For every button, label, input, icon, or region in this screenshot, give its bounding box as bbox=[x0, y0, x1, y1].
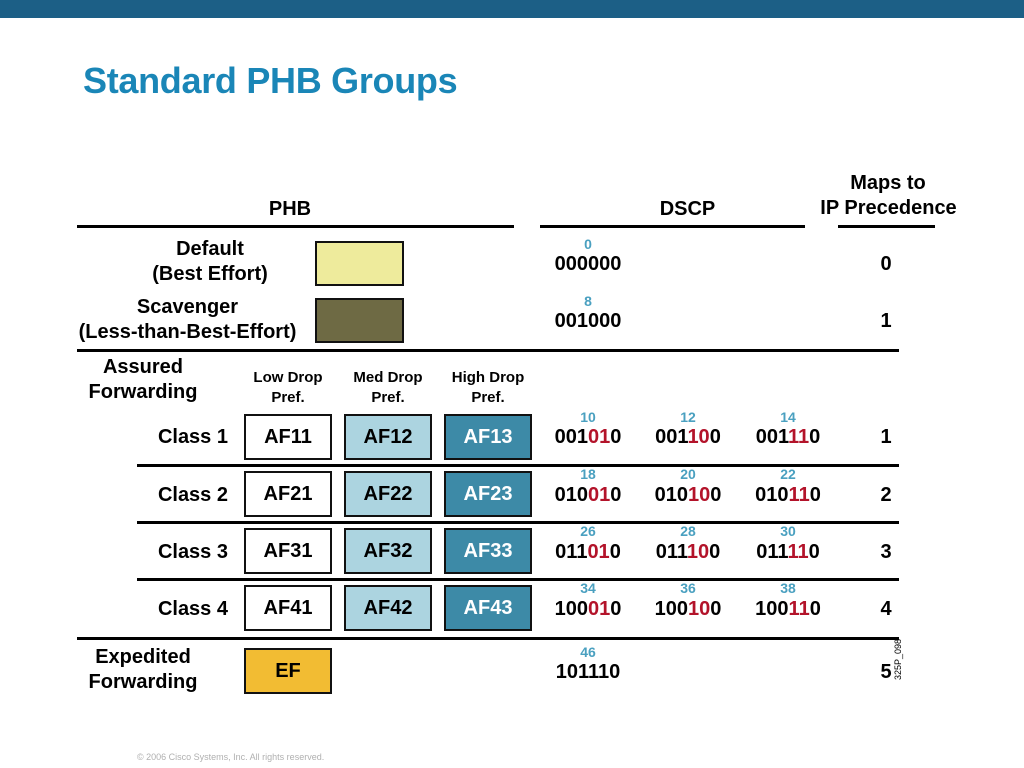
af13-dscp-decimal: 14 bbox=[780, 409, 796, 425]
af41-box: AF41 bbox=[244, 585, 332, 631]
af32-box: AF32 bbox=[344, 528, 432, 574]
af13-box: AF13 bbox=[444, 414, 532, 460]
af43-dscp-decimal: 38 bbox=[780, 580, 796, 596]
ip-precedence-header: IP Precedence bbox=[820, 197, 957, 219]
slide-title: Standard PHB Groups bbox=[83, 60, 458, 101]
phb-header: PHB bbox=[268, 198, 312, 220]
af23-box: AF23 bbox=[444, 471, 532, 517]
af33-box: AF33 bbox=[444, 528, 532, 574]
af32-dscp-binary: 011100 bbox=[655, 541, 721, 563]
ef-dscp-binary: 101110 bbox=[555, 661, 621, 683]
figure-code: 325P_098 bbox=[893, 638, 903, 680]
scavenger-swatch bbox=[315, 298, 404, 343]
af32-dscp-decimal: 28 bbox=[680, 523, 696, 539]
af13-dscp-binary: 001110 bbox=[755, 426, 821, 448]
low-drop-pref-header: Low Drop Pref. bbox=[253, 369, 323, 406]
default-swatch bbox=[315, 241, 404, 286]
af23-dscp-binary: 010110 bbox=[755, 484, 821, 506]
maps-to-header: Maps to bbox=[850, 172, 926, 194]
af41-dscp-binary: 100010 bbox=[554, 598, 622, 620]
default-precedence: 0 bbox=[880, 253, 892, 275]
scavenger-dscp-decimal: 8 bbox=[584, 293, 592, 309]
high-drop-pref-header: High Drop Pref. bbox=[451, 369, 525, 406]
af21-box: AF21 bbox=[244, 471, 332, 517]
af12-box: AF12 bbox=[344, 414, 432, 460]
af33-dscp-binary: 011110 bbox=[756, 541, 820, 563]
af31-box: AF31 bbox=[244, 528, 332, 574]
af31-dscp-binary: 011010 bbox=[555, 541, 621, 563]
scavenger-label: Scavenger (Less-than-Best-Effort) bbox=[78, 296, 297, 343]
class-1-label: Class 1 bbox=[157, 426, 228, 448]
af11-dscp-decimal: 10 bbox=[580, 409, 596, 425]
af43-box: AF43 bbox=[444, 585, 532, 631]
header-rule-phb bbox=[77, 225, 514, 228]
scavenger-precedence: 1 bbox=[880, 310, 892, 332]
class-3-label: Class 3 bbox=[157, 541, 228, 563]
rule-after-scavenger bbox=[77, 349, 899, 352]
af21-dscp-binary: 010010 bbox=[554, 484, 622, 506]
header-rule-dscp bbox=[540, 225, 805, 228]
default-dscp-binary: 000000 bbox=[554, 253, 622, 275]
af42-dscp-decimal: 36 bbox=[680, 580, 696, 596]
class-2-label: Class 2 bbox=[157, 484, 228, 506]
class-1-precedence: 1 bbox=[880, 426, 892, 448]
assured-forwarding-label: Assured Forwarding bbox=[88, 356, 198, 403]
top-bar bbox=[0, 0, 1024, 18]
scavenger-dscp-binary: 001000 bbox=[554, 310, 622, 332]
af11-box: AF11 bbox=[244, 414, 332, 460]
default-label: Default (Best Effort) bbox=[152, 238, 268, 285]
copyright-notice: © 2006 Cisco Systems, Inc. All rights reserved. bbox=[137, 752, 325, 762]
af22-box: AF22 bbox=[344, 471, 432, 517]
af12-dscp-decimal: 12 bbox=[680, 409, 696, 425]
class-4-precedence: 4 bbox=[880, 598, 892, 620]
af22-dscp-decimal: 20 bbox=[680, 466, 696, 482]
ef-dscp-decimal: 46 bbox=[580, 644, 596, 660]
af43-dscp-binary: 100110 bbox=[755, 598, 821, 620]
af42-box: AF42 bbox=[344, 585, 432, 631]
af11-dscp-binary: 001010 bbox=[554, 426, 622, 448]
class-3-precedence: 3 bbox=[880, 541, 892, 563]
ef-box: EF bbox=[244, 648, 332, 694]
af31-dscp-decimal: 26 bbox=[580, 523, 596, 539]
af23-dscp-decimal: 22 bbox=[780, 466, 796, 482]
af42-dscp-binary: 100100 bbox=[654, 598, 722, 620]
med-drop-pref-header: Med Drop Pref. bbox=[353, 369, 423, 406]
af41-dscp-decimal: 34 bbox=[580, 580, 596, 596]
af33-dscp-decimal: 30 bbox=[780, 523, 796, 539]
class-4-label: Class 4 bbox=[157, 598, 228, 620]
default-dscp-decimal: 0 bbox=[584, 236, 592, 252]
class-2-precedence: 2 bbox=[880, 484, 892, 506]
dscp-header: DSCP bbox=[659, 198, 716, 220]
rule-before-expedited bbox=[77, 637, 899, 640]
expedited-forwarding-label: Expedited Forwarding bbox=[88, 646, 198, 693]
af12-dscp-binary: 001100 bbox=[655, 426, 721, 448]
af21-dscp-decimal: 18 bbox=[580, 466, 596, 482]
header-rule-precedence bbox=[838, 225, 935, 228]
ef-precedence: 5 bbox=[880, 661, 892, 683]
af22-dscp-binary: 010100 bbox=[654, 484, 722, 506]
